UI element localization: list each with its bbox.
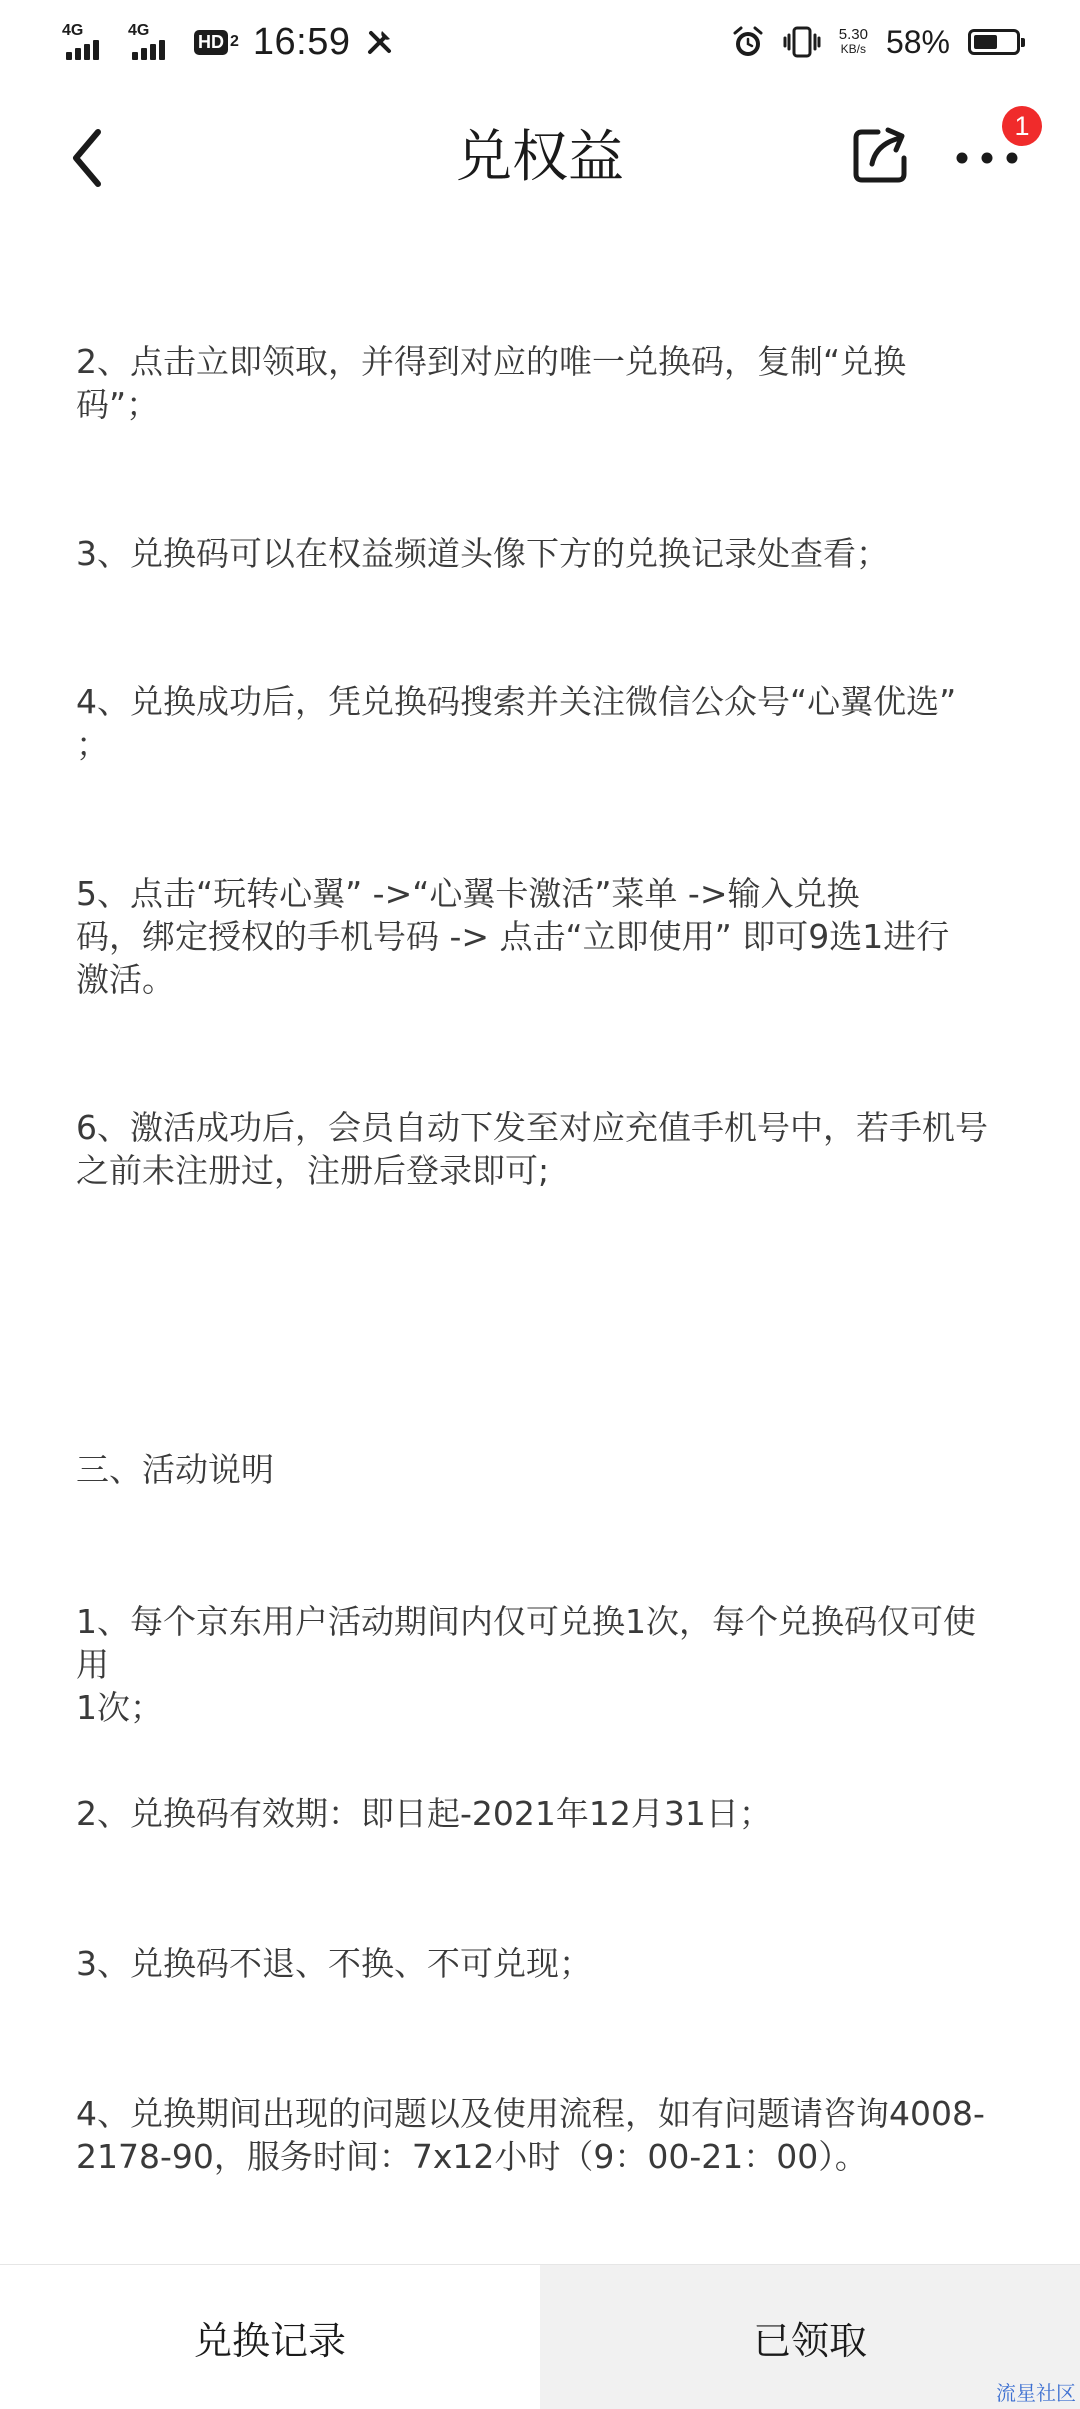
watermark: 流星社区: [996, 2381, 1076, 2405]
note-2: 2、兑换码有效期：即日起-2021年12月31日；: [76, 1794, 772, 1833]
rule-step-5: 5、点击“玩转心翼” ->“心翼卡激活”菜单 ->输入兑换 码，绑定授权的手机号码 -> 点击“立即使用” 即可9选1进行 激活。: [76, 874, 950, 999]
notification-badge: 1: [1002, 106, 1042, 146]
exchange-record-button[interactable]: 兑换记录: [0, 2265, 540, 2409]
hd-number: 2: [230, 33, 239, 50]
battery-fill: [974, 35, 997, 49]
alarm-icon: [731, 25, 765, 59]
status-bar-right: [731, 18, 1020, 66]
rule-step-3: 3、兑换码可以在权益频道头像下方的兑换记录处查看；: [76, 534, 889, 573]
share-icon[interactable]: [848, 122, 914, 188]
network-speed: [839, 27, 868, 57]
rule-step-6: 6、激活成功后，会员自动下发至对应充值手机号中，若手机号 之前未注册过，注册后登录即可;: [76, 1108, 988, 1190]
vibrate-icon: [783, 25, 821, 59]
nav-header: [0, 84, 1080, 232]
section-heading: 三、活动说明: [76, 1450, 274, 1489]
speed-value: 5.30: [838, 26, 868, 43]
note-1: 1、每个京东用户活动期间内仅可兑换1次，每个兑换码仅可使用 1次；: [76, 1602, 976, 1727]
network-type-1: 4G: [62, 22, 84, 39]
status-bar-left: [62, 18, 395, 66]
rule-step-4: 4、兑换成功后，凭兑换码搜索并关注微信公众号“心翼优选” ；: [76, 682, 957, 764]
battery-icon: [968, 29, 1020, 55]
claimed-button[interactable]: 已领取: [540, 2265, 1080, 2409]
status-time: 16:59: [252, 20, 351, 63]
bottom-action-bar: [0, 2264, 1080, 2409]
battery-percent: 58%: [885, 23, 950, 60]
network-type-2: 4G: [128, 22, 150, 39]
page-title: 兑权益: [456, 125, 624, 190]
note-4: 4、兑换期间出现的问题以及使用流程，如有问题请咨询4008- 2178-90，服务时间：7x12小时（9：00-21：00）。: [76, 2094, 985, 2176]
signal-icon: [62, 22, 114, 62]
speed-unit: KB/s: [840, 42, 867, 56]
note-3: 3、兑换码不退、不换、不可兑现；: [76, 1944, 592, 1983]
tools-icon: [365, 27, 395, 57]
hd-icon: [194, 30, 239, 55]
rule-step-2: 2、点击立即领取，并得到对应的唯一兑换码，复制“兑换 码”；: [76, 342, 907, 424]
hd-label: HD: [194, 30, 228, 55]
status-bar: [0, 0, 1080, 84]
signal-icon: [128, 22, 180, 62]
